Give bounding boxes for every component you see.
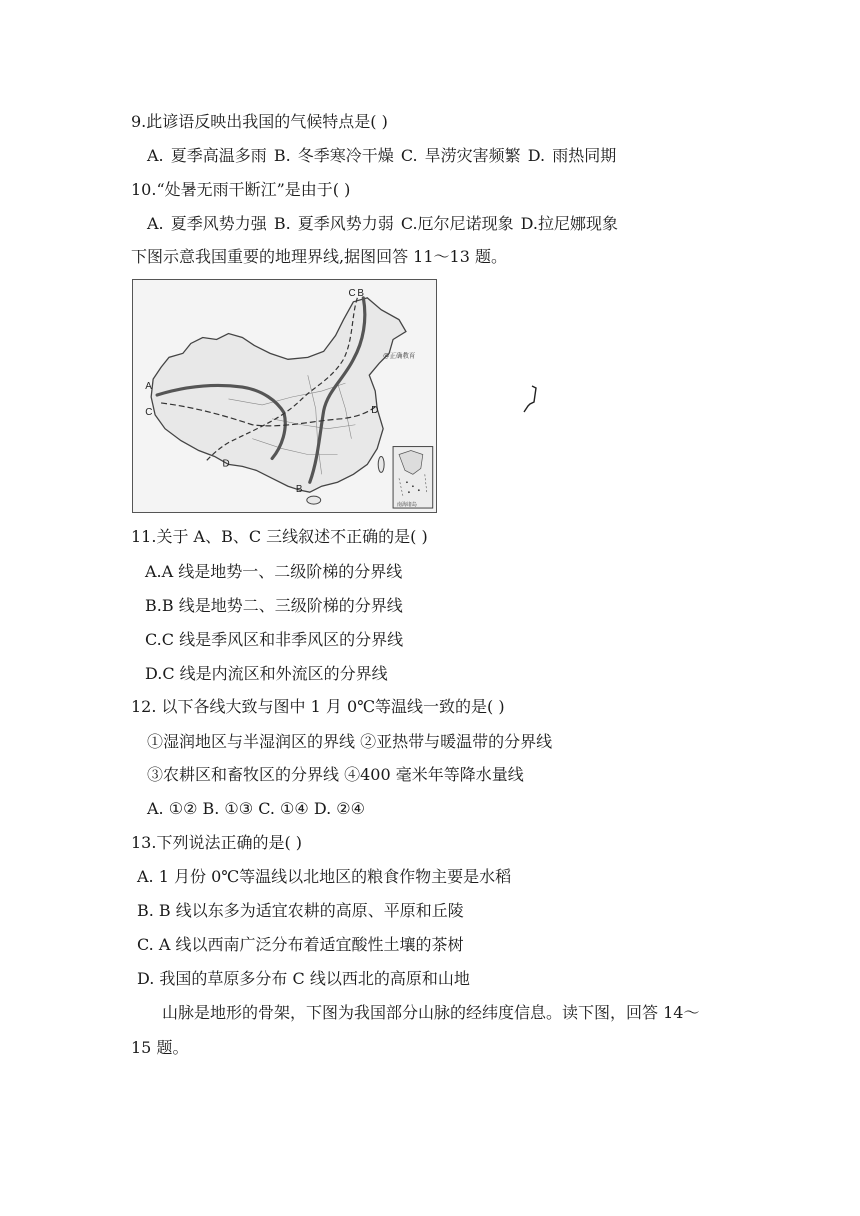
q11-option-a: A.A 线是地势一、二级阶梯的分界线 <box>145 562 403 581</box>
q13-option-d: D. 我国的草原多分布 C 线以西北的高原和山地 <box>137 969 470 988</box>
q11-option-b: B.B 线是地势二、三级阶梯的分界线 <box>145 596 403 615</box>
q9-options: A. 夏季高温多雨 B. 冬季寒冷干燥 C. 旱涝灾害频繁 D. 雨热同期 <box>147 146 617 165</box>
q12-options: A. ①② B. ①③ C. ①④ D. ②④ <box>147 799 365 818</box>
map-figure <box>133 280 436 512</box>
q11-option-c: C.C 线是季风区和非季风区的分界线 <box>145 630 404 649</box>
q12-stem: 12. 以下各线大致与图中 1 月 0℃等温线一致的是( ) <box>131 697 505 716</box>
q10-stem: 10.“处暑无雨干断江”是由于( ) <box>131 180 351 199</box>
china-boundary-map <box>132 279 437 513</box>
q13-option-c: C. A 线以西南广泛分布着适宜酸性土壤的茶树 <box>137 935 464 954</box>
q11-stem: 11.关于 A、B、C 三线叙述不正确的是( ) <box>131 527 428 546</box>
china-outline <box>151 298 406 492</box>
inset-caption: 南海诸岛 <box>397 502 417 509</box>
map-label-b: B <box>295 484 303 496</box>
passage-line-2: 15 题。 <box>131 1038 189 1057</box>
map-label-a: A <box>145 381 152 393</box>
q13-stem: 13.下列说法正确的是( ) <box>131 833 303 852</box>
q10-options: A. 夏季风势力强 B. 夏季风势力弱 C.厄尔尼诺现象 D.拉尼娜现象 <box>147 214 619 233</box>
passage-line-1: 山脉是地形的骨架，下图为我国部分山脉的经纬度信息。读下图，回答 14～ <box>162 1003 700 1022</box>
map-intro: 下图示意我国重要的地理界线,据图回答 11～13 题。 <box>131 247 507 266</box>
map-label-c: C <box>145 406 153 418</box>
map-watermark: @正确教育 <box>383 351 416 360</box>
q11-option-d: D.C 线是内流区和外流区的分界线 <box>145 664 388 683</box>
map-label-b: B <box>357 287 364 299</box>
stray-mark <box>518 384 542 416</box>
q9-stem: 9.此谚语反映出我国的气候特点是( ) <box>131 112 388 131</box>
q13-option-b: B. B 线以东多为适宜农耕的高原、平原和丘陵 <box>137 901 464 920</box>
map-label-d: D <box>371 404 379 416</box>
q12-choice-row-2: ③农耕区和畜牧区的分界线 ④400 毫米年等降水量线 <box>147 765 524 784</box>
map-label-d: D <box>222 458 230 470</box>
map-label-c: C <box>348 287 356 299</box>
q13-option-a: A. 1 月份 0℃等温线以北地区的粮食作物主要是水稻 <box>137 867 512 886</box>
q12-choice-row-1: ①湿润地区与半湿润区的界线 ②亚热带与暖温带的分界线 <box>147 732 553 751</box>
